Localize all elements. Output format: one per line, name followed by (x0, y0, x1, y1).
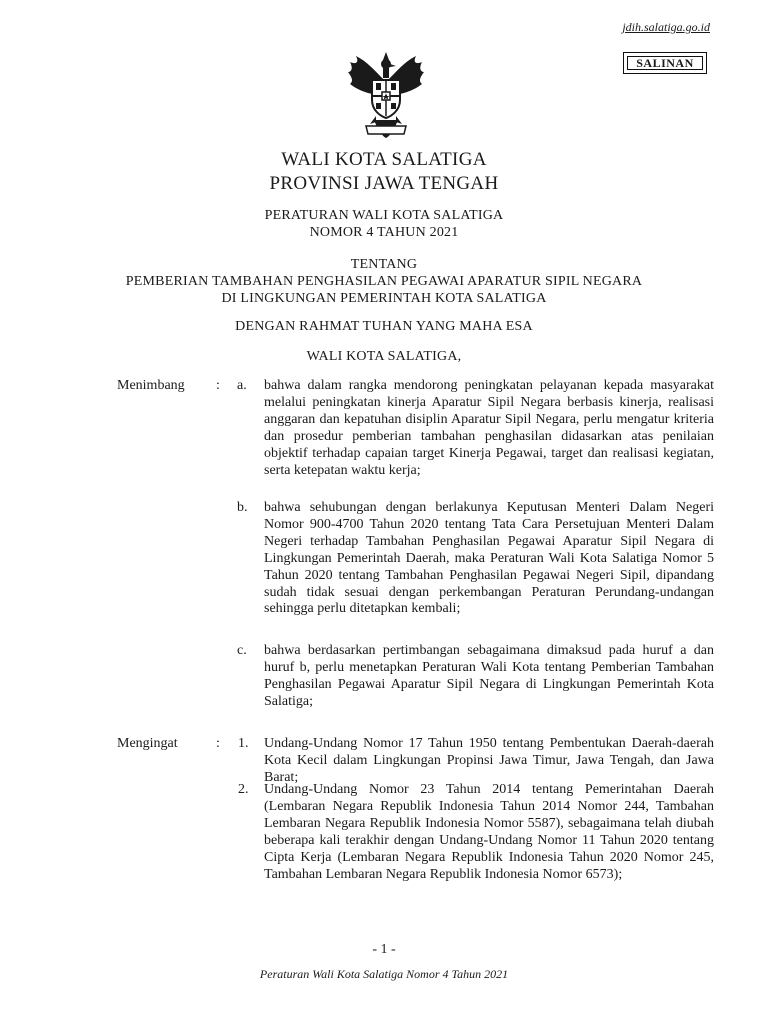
mengingat-item-1-marker: 1. (238, 736, 249, 751)
menimbang-item-a-text: bahwa dalam rangka mendorong peningkatan pelayanan kepada masyarakat melalui peningkatan kinerja Aparatur Sipil Negara berbasis kinerja, realisasi anggaran dan kepatuhan disiplin Aparatur Sipil Negara, perlu mengatur kriteria dan prosedur pemberian tambahan penghasilan didasarkan atas penilaian objektif terhadap capaian target Kinerja Pegawai, target dan realisasi kegiatan, serta ketepatan waktu kerja; (264, 378, 714, 478)
menimbang-item-a-marker: a. (237, 378, 247, 393)
regulation-about: TENTANG (350, 257, 418, 272)
mengingat-item-2-marker: 2. (238, 782, 249, 797)
salinan-label: SALINAN (636, 55, 694, 70)
page-number: - 1 - (372, 942, 396, 957)
menimbang-label: Menimbang (117, 378, 185, 393)
blessing-line: DENGAN RAHMAT TUHAN YANG MAHA ESA (235, 319, 533, 334)
menimbang-item-b-marker: b. (237, 500, 248, 515)
mengingat-label: Mengingat (117, 736, 178, 751)
mengingat-item-2-text: Undang-Undang Nomor 23 Tahun 2014 tentang Pemerintahan Daerah (Lembaran Negara Republik Indonesia Tahun 2014 Nomor 244, Tambahan Lembaran Negara Republik Indonesia Nomor 5587), sebagaimana telah diubah beberapa kali terakhir dengan Undang-Undang Nomor 11 Tahun 2020 tentang Cipta Kerja (Lembaran Negara Republik Indonesia Tahun 2020 Nomor 245, Tambahan Lembaran Negara Republik Indonesia Nomor 6573); (264, 782, 714, 882)
regulation-subject-line-2: DI LINGKUNGAN PEMERINTAH KOTA SALATIGA (221, 291, 547, 306)
menimbang-colon: : (216, 378, 220, 393)
footer-title: Peraturan Wali Kota Salatiga Nomor 4 Tahun 2021 (259, 967, 509, 981)
salinan-badge (623, 52, 707, 74)
regulation-number: NOMOR 4 TAHUN 2021 (309, 225, 459, 240)
menimbang-item-c-text: bahwa berdasarkan pertimbangan sebagaimana dimaksud pada huruf a dan huruf b, perlu menetapkan Peraturan Wali Kota tentang Pemberian Tambahan Penghasilan Pegawai Aparatur Sipil Negara di Lingkungan Pemerintah Kota Salatiga; (264, 643, 714, 709)
title-line-2: PROVINSI JAWA TENGAH (269, 173, 499, 194)
regulation-name: PERATURAN WALI KOTA SALATIGA (264, 208, 504, 223)
menimbang-item-c-marker: c. (237, 643, 247, 658)
mengingat-colon: : (216, 736, 220, 751)
issuer-line: WALI KOTA SALATIGA, (306, 349, 462, 364)
source-url[interactable]: jdih.salatiga.go.id (622, 20, 710, 34)
garuda-emblem-icon (346, 50, 426, 140)
mengingat-item-1-text: Undang-Undang Nomor 17 Tahun 1950 tentang Pembentukan Daerah-daerah Kota Kecil dalam Lingkungan Propinsi Jawa Timur, Jawa Tengah, dan Jawa Barat; (264, 736, 714, 785)
title-line-1: WALI KOTA SALATIGA (281, 149, 487, 170)
regulation-subject-line-1: PEMBERIAN TAMBAHAN PENGHASILAN PEGAWAI APARATUR SIPIL NEGARA (125, 274, 643, 289)
menimbang-item-b-text: bahwa sehubungan dengan berlakunya Keputusan Menteri Dalam Negeri Nomor 900-4700 Tahun 2020 tentang Tata Cara Persetujuan Menteri Dalam Negeri terhadap Tambahan Penghasilan Pegawai Aparatur Sipil Negara di Lingkungan Pemerintah Daerah, maka Peraturan Wali Kota Salatiga Nomor 5 Tahun 2020 tentang Tambahan Penghasilan Pegawai Negeri Sipil, dipandang sudah tidak sesuai dengan perkembangan Peraturan Perundang-undangan sehingga perlu ditetapkan kembali; (264, 500, 714, 617)
